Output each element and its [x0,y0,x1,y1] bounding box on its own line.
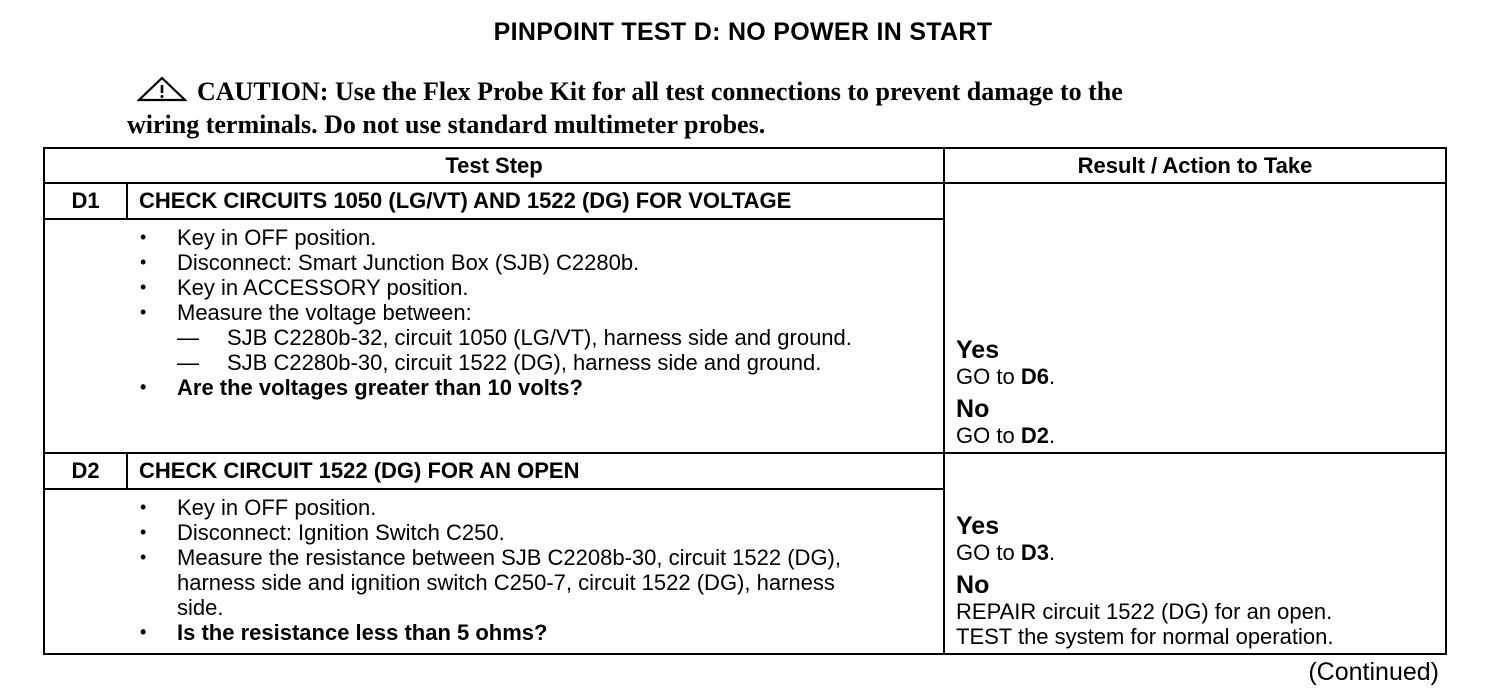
result-yes-action: GO to D6. [956,364,1056,389]
list-item: • Disconnect: Ignition Switch C250. [45,520,943,545]
table-header-row [44,148,1446,183]
step-heading-d1: CHECK CIRCUITS 1050 (LG/VT) AND 1522 (DG) FOR VOLTAGE [127,183,944,219]
list-item: • Key in OFF position. [45,495,943,520]
table-row [44,183,1446,219]
step-body-d1 [44,219,944,453]
list-item: • Key in OFF position. [45,225,943,250]
result-d1 [944,183,1446,453]
caution-note [127,76,1387,140]
result-no-action: GO to D2. [956,423,1056,448]
step-id-d2: D2 [44,453,127,489]
page-title: PINPOINT TEST D: NO POWER IN START [493,18,993,46]
step-id-d1: D1 [44,183,127,219]
pinpoint-test-table [43,147,1447,655]
header-test-step: Test Step [44,148,944,183]
caution-line-1: CAUTION: Use the Flex Probe Kit for all test connections to prevent damage to the [197,77,1123,106]
result-yes-label: Yes [956,336,1000,364]
list-item: • Is the resistance less than 5 ohms? [45,620,943,645]
step-heading-d2: CHECK CIRCUIT 1522 (DG) FOR AN OPEN [127,453,944,489]
result-no-label: No [956,571,990,599]
list-item: — SJB C2280b-32, circuit 1050 (LG/VT), harness side and ground. [177,325,943,350]
list-item: • Measure the voltage between: — SJB C2280b-32, circuit 1050 (LG/VT), harness side and ground. — SJB C2280b-30, circuit 1522 (DG), harness side and ground. [45,300,943,375]
result-yes-action: GO to D3. [956,540,1056,565]
list-item: • Disconnect: Smart Junction Box (SJB) C2280b. [45,250,943,275]
list-item: — SJB C2280b-30, circuit 1522 (DG), harness side and ground. [177,350,943,375]
step-body-d2 [44,489,944,654]
result-no-action-1: REPAIR circuit 1522 (DG) for an open. [956,599,1333,624]
caution-triangle-icon [137,76,187,109]
continued-note: (Continued) [1308,658,1439,686]
caution-line-2: wiring terminals. Do not use standard multimeter probes. [127,110,766,139]
header-result-action: Result / Action to Take [944,148,1446,183]
result-d2 [944,453,1446,654]
list-item: • Key in ACCESSORY position. [45,275,943,300]
list-item: • Are the voltages greater than 10 volts? [45,375,943,400]
table-row [44,453,1446,489]
result-yes-label: Yes [956,512,1000,540]
result-no-label: No [956,395,990,423]
list-item: • Measure the resistance between SJB C2208b-30, circuit 1522 (DG), harness side and ignition switch C250-7, circuit 1522 (DG), harness side. [45,545,943,620]
result-no-action-2: TEST the system for normal operation. [956,624,1334,649]
